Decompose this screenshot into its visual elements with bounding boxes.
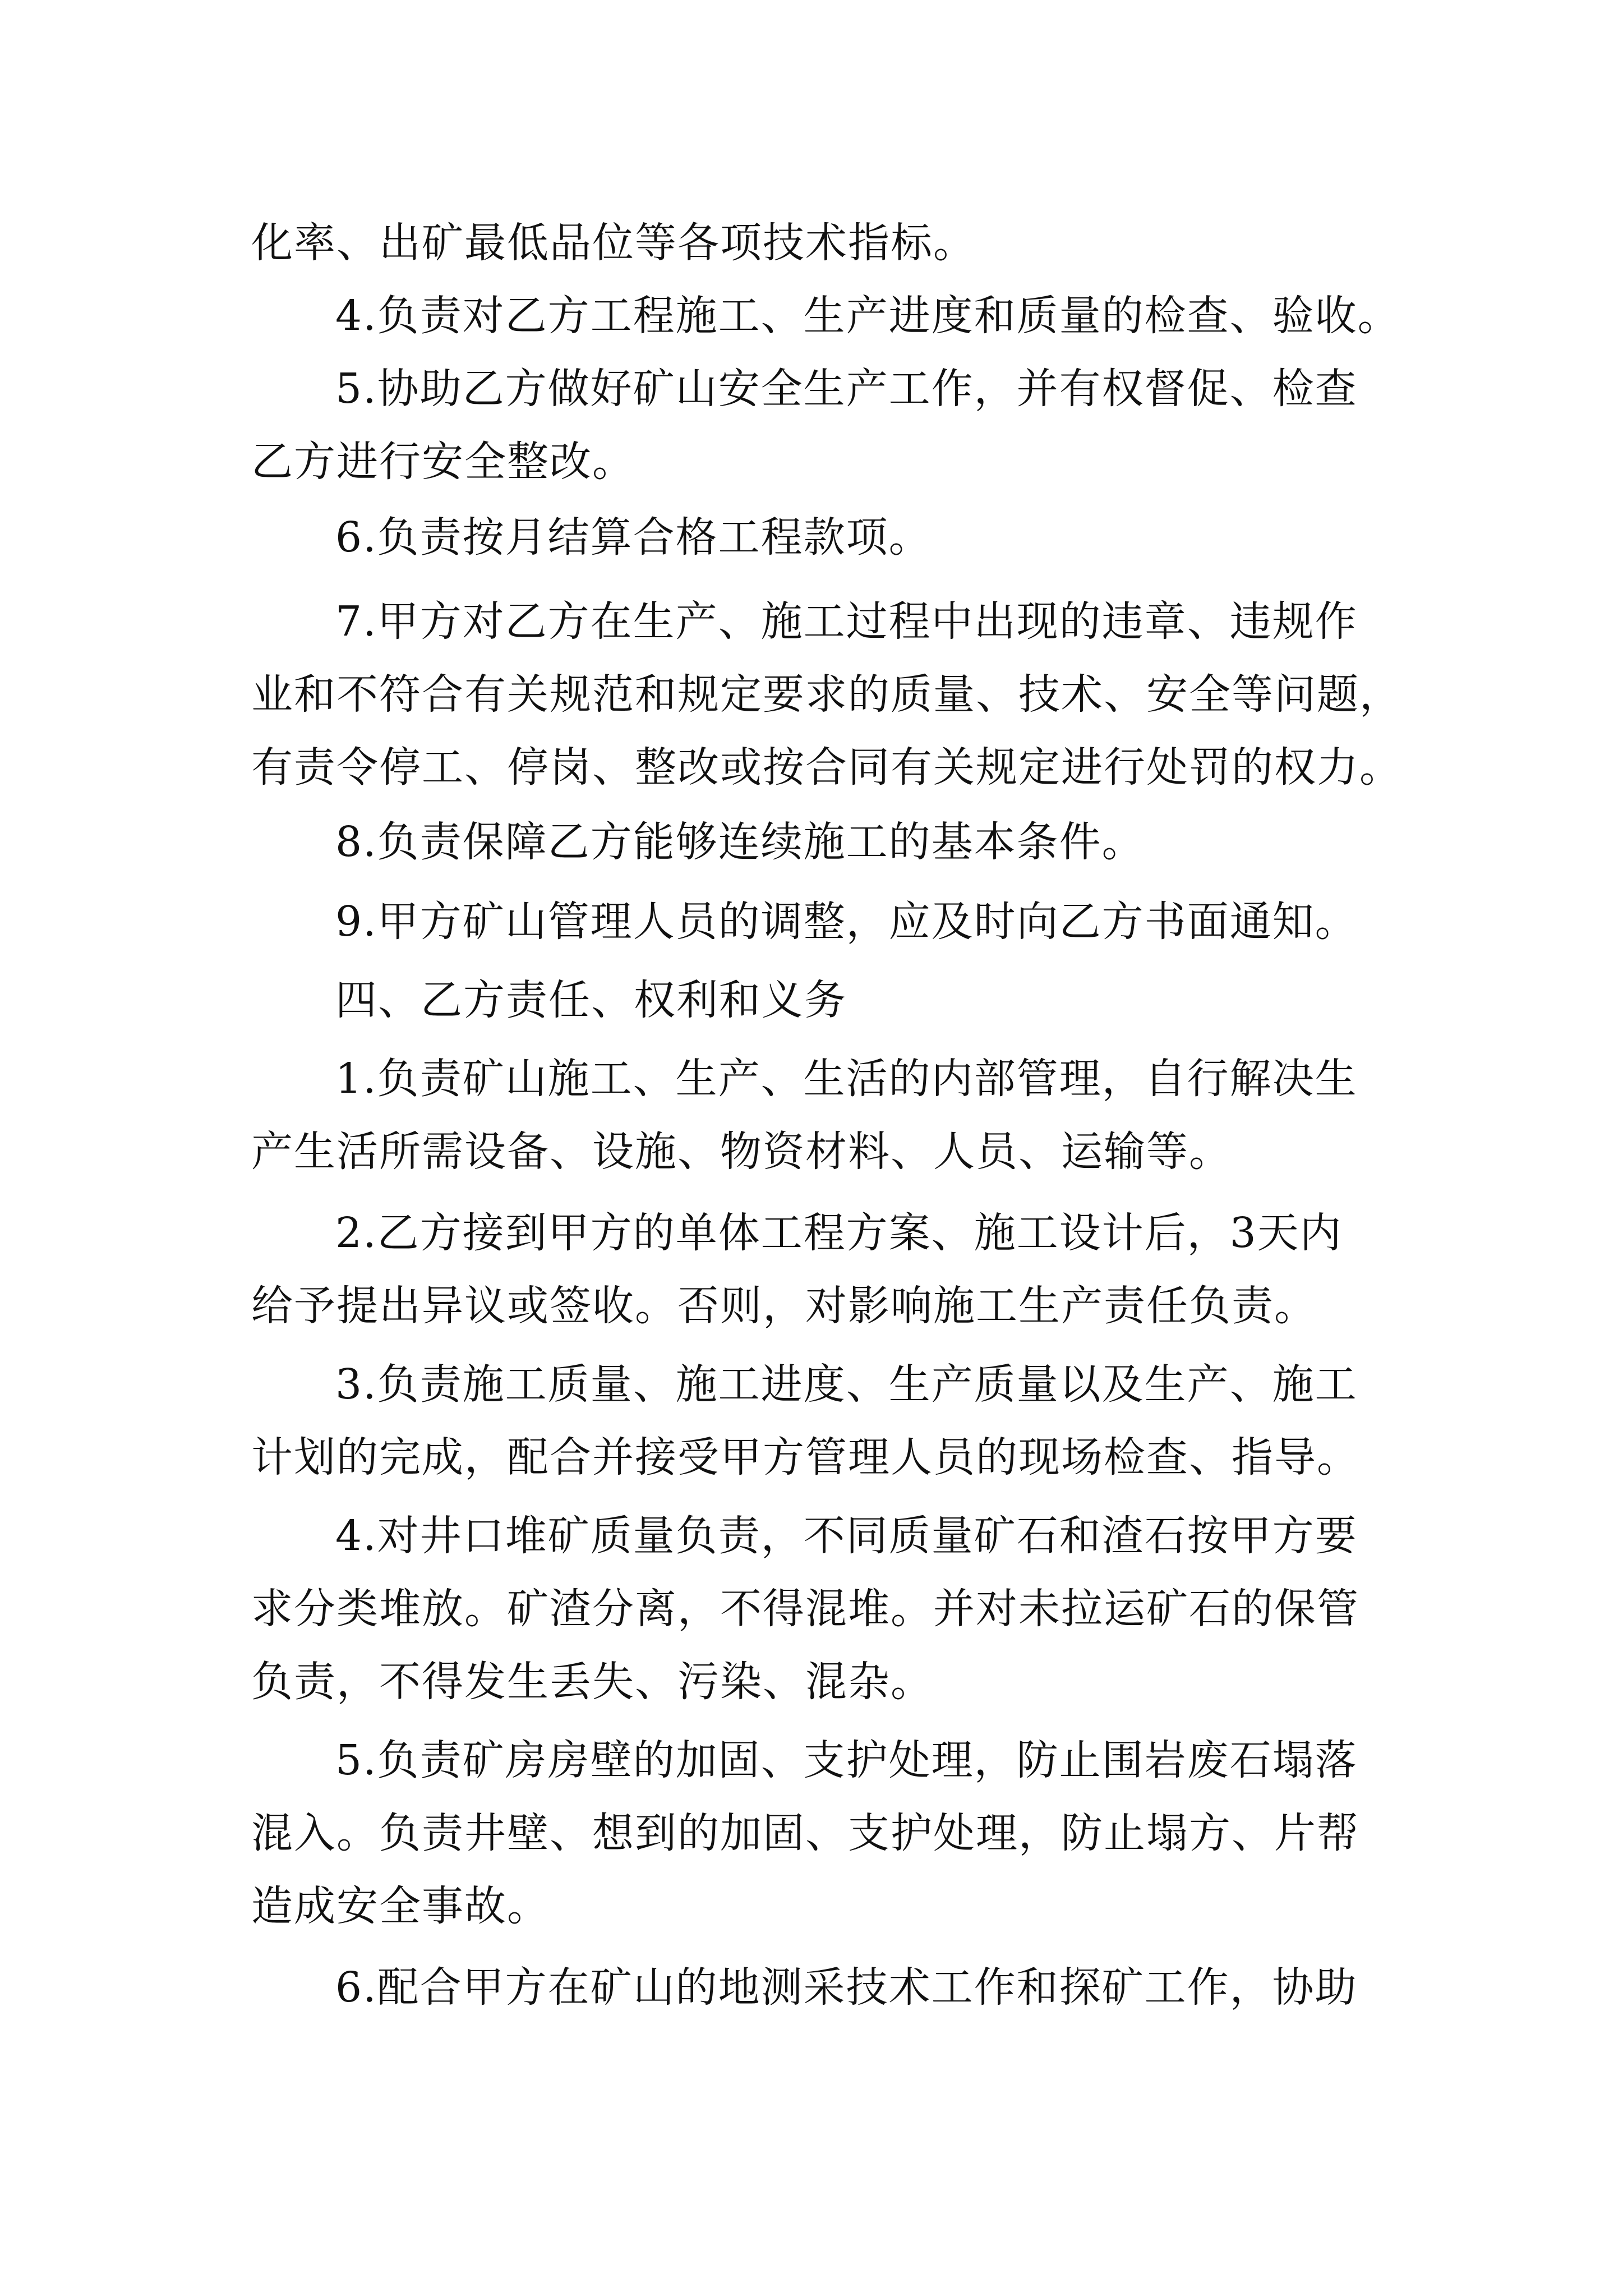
text-line: 7.甲方对乙方在生产、施工过程中出现的违章、违规作	[335, 597, 1358, 646]
text-line: 8.负责保障乙方能够连续施工的基本条件。	[335, 818, 1145, 866]
text-line: 有责令停工、停岗、整改或按合同有关规定进行处罚的权力。	[251, 743, 1402, 792]
text-line: 5.负责矿房房壁的加固、支护处理，防止围岩废石塌落	[335, 1736, 1358, 1784]
section-heading: 四、乙方责任、权利和义务	[335, 976, 847, 1024]
text-line: 1.负责矿山施工、生产、生活的内部管理，自行解决生	[335, 1055, 1358, 1103]
text-line: 负责，不得发生丢失、污染、混杂。	[251, 1658, 933, 1706]
text-line: 求分类堆放。矿渣分离，不得混堆。并对未拉运矿石的保管	[251, 1585, 1359, 1633]
text-line: 业和不符合有关规范和规定要求的质量、技术、安全等问题，	[251, 670, 1402, 719]
text-line: 产生活所需设备、设施、物资材料、人员、运输等。	[251, 1128, 1232, 1176]
text-line: 5.协助乙方做好矿山安全生产工作，并有权督促、检查	[335, 365, 1358, 413]
text-line: 4.负责对乙方工程施工、生产进度和质量的检查、验收。	[335, 292, 1400, 340]
text-line: 4.对井口堆矿质量负责，不同质量矿石和渣石按甲方要	[335, 1512, 1358, 1560]
text-line: 6.配合甲方在矿山的地测采技术工作和探矿工作，协助	[335, 1963, 1358, 2012]
text-line: 6.负责按月结算合格工程款项。	[335, 513, 932, 562]
text-line: 计划的完成，配合并接受甲方管理人员的现场检查、指导。	[251, 1433, 1359, 1481]
text-line: 给予提出异议或签收。否则，对影响施工生产责任负责。	[251, 1282, 1317, 1330]
text-line: 乙方进行安全整改。	[251, 438, 635, 486]
text-line: 混入。负责井壁、想到的加固、支护处理，防止塌方、片帮	[251, 1809, 1359, 1857]
text-line: 造成安全事故。	[251, 1882, 550, 1930]
text-line: 化率、出矿最低品位等各项技术指标。	[251, 219, 976, 267]
text-line: 2.乙方接到甲方的单体工程方案、施工设计后，3天内	[335, 1209, 1343, 1257]
text-line: 9.甲方矿山管理人员的调整，应及时向乙方书面通知。	[335, 898, 1358, 946]
text-line: 3.负责施工质量、施工进度、生产质量以及生产、施工	[335, 1360, 1358, 1409]
